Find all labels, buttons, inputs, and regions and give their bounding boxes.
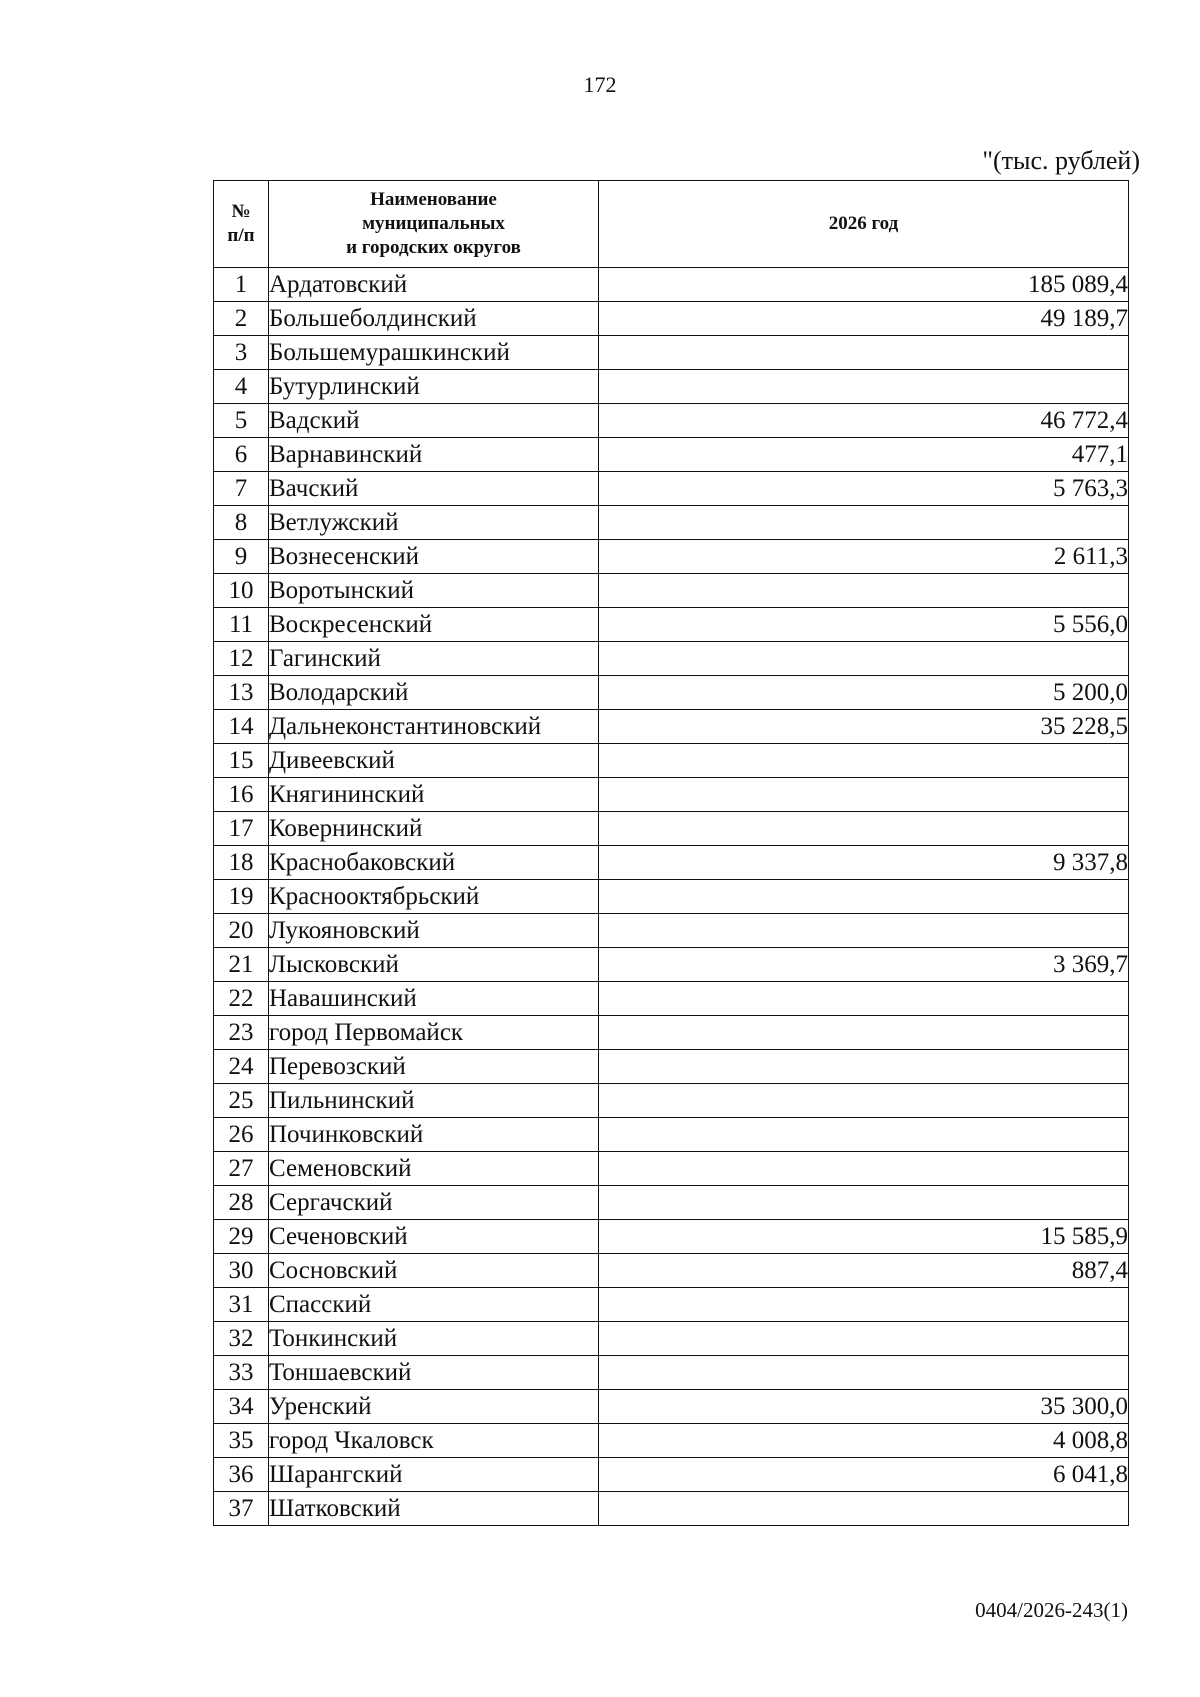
row-number: 33 xyxy=(214,1356,269,1390)
district-name: Гагинский xyxy=(269,642,599,676)
row-number: 5 xyxy=(214,404,269,438)
table-row xyxy=(214,608,1129,642)
table-row xyxy=(214,1424,1129,1458)
row-number: 31 xyxy=(214,1288,269,1322)
row-number: 17 xyxy=(214,812,269,846)
district-name: город Чкаловск xyxy=(269,1424,599,1458)
row-number: 23 xyxy=(214,1016,269,1050)
row-number: 27 xyxy=(214,1152,269,1186)
table-row xyxy=(214,778,1129,812)
header-name-line: муниципальных xyxy=(362,213,505,234)
district-name: Краснобаковский xyxy=(269,846,599,880)
table-row xyxy=(214,472,1129,506)
table-row xyxy=(214,1390,1129,1424)
district-name: Краснооктябрьский xyxy=(269,880,599,914)
header-name-line: и городских округов xyxy=(346,237,521,258)
amount-2026: 185 089,4 xyxy=(599,268,1129,302)
district-name: Дивеевский xyxy=(269,744,599,778)
row-number: 24 xyxy=(214,1050,269,1084)
table-row xyxy=(214,1288,1129,1322)
row-number: 34 xyxy=(214,1390,269,1424)
amount-2026 xyxy=(599,506,1129,540)
district-name: Володарский xyxy=(269,676,599,710)
row-number: 32 xyxy=(214,1322,269,1356)
table-row xyxy=(214,982,1129,1016)
table-row xyxy=(214,1050,1129,1084)
table-row xyxy=(214,370,1129,404)
amount-2026: 49 189,7 xyxy=(599,302,1129,336)
amount-2026 xyxy=(599,778,1129,812)
row-number: 21 xyxy=(214,948,269,982)
row-number: 22 xyxy=(214,982,269,1016)
row-number: 9 xyxy=(214,540,269,574)
units-label: "(тыс. рублей) xyxy=(982,146,1140,175)
district-name: Починковский xyxy=(269,1118,599,1152)
amount-2026: 5 200,0 xyxy=(599,676,1129,710)
header-num-line: № xyxy=(231,201,251,222)
amount-2026 xyxy=(599,744,1129,778)
amount-2026 xyxy=(599,574,1129,608)
amount-2026 xyxy=(599,1288,1129,1322)
table-row xyxy=(214,1458,1129,1492)
row-number: 30 xyxy=(214,1254,269,1288)
district-name: Варнавинский xyxy=(269,438,599,472)
table-row xyxy=(214,880,1129,914)
amount-2026: 5 556,0 xyxy=(599,608,1129,642)
row-number: 25 xyxy=(214,1084,269,1118)
amount-2026: 15 585,9 xyxy=(599,1220,1129,1254)
district-name: Семеновский xyxy=(269,1152,599,1186)
district-name: Шарангский xyxy=(269,1458,599,1492)
table-row xyxy=(214,1016,1129,1050)
table-row xyxy=(214,438,1129,472)
district-name: Перевозский xyxy=(269,1050,599,1084)
amount-2026: 2 611,3 xyxy=(599,540,1129,574)
table-row xyxy=(214,676,1129,710)
table-row xyxy=(214,268,1129,302)
document-code: 0404/2026-243(1) xyxy=(975,1598,1128,1622)
district-name: Воротынский xyxy=(269,574,599,608)
row-number: 20 xyxy=(214,914,269,948)
table-row xyxy=(214,404,1129,438)
district-name: Сосновский xyxy=(269,1254,599,1288)
amount-2026 xyxy=(599,1152,1129,1186)
row-number: 18 xyxy=(214,846,269,880)
district-name: Сеченовский xyxy=(269,1220,599,1254)
table-row xyxy=(214,1186,1129,1220)
table-row xyxy=(214,1492,1129,1526)
row-number: 4 xyxy=(214,370,269,404)
district-name: Вадский xyxy=(269,404,599,438)
district-name: Вачский xyxy=(269,472,599,506)
row-number: 28 xyxy=(214,1186,269,1220)
table-row xyxy=(214,710,1129,744)
amount-2026 xyxy=(599,1492,1129,1526)
amount-2026 xyxy=(599,336,1129,370)
amount-2026 xyxy=(599,1084,1129,1118)
row-number: 16 xyxy=(214,778,269,812)
table-row xyxy=(214,574,1129,608)
amount-2026 xyxy=(599,1322,1129,1356)
row-number: 26 xyxy=(214,1118,269,1152)
district-name: Княгининский xyxy=(269,778,599,812)
row-number: 11 xyxy=(214,608,269,642)
table-row xyxy=(214,1356,1129,1390)
table-row xyxy=(214,948,1129,982)
amount-2026: 5 763,3 xyxy=(599,472,1129,506)
header-num-line: п/п xyxy=(227,225,255,246)
table-header xyxy=(214,181,1129,268)
district-name: Большеболдинский xyxy=(269,302,599,336)
amount-2026: 9 337,8 xyxy=(599,846,1129,880)
amount-2026: 46 772,4 xyxy=(599,404,1129,438)
header-name xyxy=(269,181,599,268)
table-row xyxy=(214,506,1129,540)
budget-table xyxy=(213,180,1129,1526)
header-year: 2026 год xyxy=(599,181,1129,268)
row-number: 7 xyxy=(214,472,269,506)
district-name: Спасский xyxy=(269,1288,599,1322)
table-row xyxy=(214,744,1129,778)
amount-2026: 3 369,7 xyxy=(599,948,1129,982)
amount-2026: 6 041,8 xyxy=(599,1458,1129,1492)
amount-2026 xyxy=(599,982,1129,1016)
district-name: Большемурашкинский xyxy=(269,336,599,370)
row-number: 36 xyxy=(214,1458,269,1492)
header-name-line: Наименование xyxy=(370,189,497,210)
row-number: 10 xyxy=(214,574,269,608)
table-row xyxy=(214,1118,1129,1152)
page-number: 172 xyxy=(583,72,617,97)
table-row xyxy=(214,1254,1129,1288)
row-number: 15 xyxy=(214,744,269,778)
amount-2026 xyxy=(599,880,1129,914)
amount-2026 xyxy=(599,1186,1129,1220)
amount-2026: 477,1 xyxy=(599,438,1129,472)
district-name: Шатковский xyxy=(269,1492,599,1526)
header-row xyxy=(214,181,1129,268)
district-name: Воскресенский xyxy=(269,608,599,642)
amount-2026 xyxy=(599,1050,1129,1084)
row-number: 3 xyxy=(214,336,269,370)
table-row xyxy=(214,846,1129,880)
row-number: 2 xyxy=(214,302,269,336)
table-row xyxy=(214,540,1129,574)
district-name: Бутурлинский xyxy=(269,370,599,404)
district-name: Пильнинский xyxy=(269,1084,599,1118)
amount-2026 xyxy=(599,1016,1129,1050)
district-name: Ковернинский xyxy=(269,812,599,846)
amount-2026: 887,4 xyxy=(599,1254,1129,1288)
table-row xyxy=(214,642,1129,676)
table-row xyxy=(214,1152,1129,1186)
row-number: 12 xyxy=(214,642,269,676)
district-name: Тонкинский xyxy=(269,1322,599,1356)
row-number: 8 xyxy=(214,506,269,540)
district-name: Навашинский xyxy=(269,982,599,1016)
district-name: Вознесенский xyxy=(269,540,599,574)
row-number: 19 xyxy=(214,880,269,914)
district-name: Уренский xyxy=(269,1390,599,1424)
amount-2026: 35 300,0 xyxy=(599,1390,1129,1424)
amount-2026: 4 008,8 xyxy=(599,1424,1129,1458)
table-row xyxy=(214,336,1129,370)
row-number: 29 xyxy=(214,1220,269,1254)
row-number: 37 xyxy=(214,1492,269,1526)
row-number: 6 xyxy=(214,438,269,472)
district-name: Лысковский xyxy=(269,948,599,982)
table-body xyxy=(214,268,1129,1526)
district-name: Лукояновский xyxy=(269,914,599,948)
row-number: 1 xyxy=(214,268,269,302)
table-row xyxy=(214,1084,1129,1118)
district-name: Сергачский xyxy=(269,1186,599,1220)
district-name: Дальнеконстантиновский xyxy=(269,710,599,744)
amount-2026 xyxy=(599,370,1129,404)
district-name: Ветлужский xyxy=(269,506,599,540)
amount-2026 xyxy=(599,1118,1129,1152)
amount-2026 xyxy=(599,914,1129,948)
table-row xyxy=(214,1220,1129,1254)
amount-2026 xyxy=(599,642,1129,676)
district-name: Ардатовский xyxy=(269,268,599,302)
table-row xyxy=(214,812,1129,846)
amount-2026: 35 228,5 xyxy=(599,710,1129,744)
amount-2026 xyxy=(599,812,1129,846)
row-number: 14 xyxy=(214,710,269,744)
row-number: 13 xyxy=(214,676,269,710)
table-row xyxy=(214,1322,1129,1356)
district-name: Тоншаевский xyxy=(269,1356,599,1390)
amount-2026 xyxy=(599,1356,1129,1390)
table-row xyxy=(214,302,1129,336)
header-num xyxy=(214,181,269,268)
table-row xyxy=(214,914,1129,948)
district-name: город Первомайск xyxy=(269,1016,599,1050)
row-number: 35 xyxy=(214,1424,269,1458)
